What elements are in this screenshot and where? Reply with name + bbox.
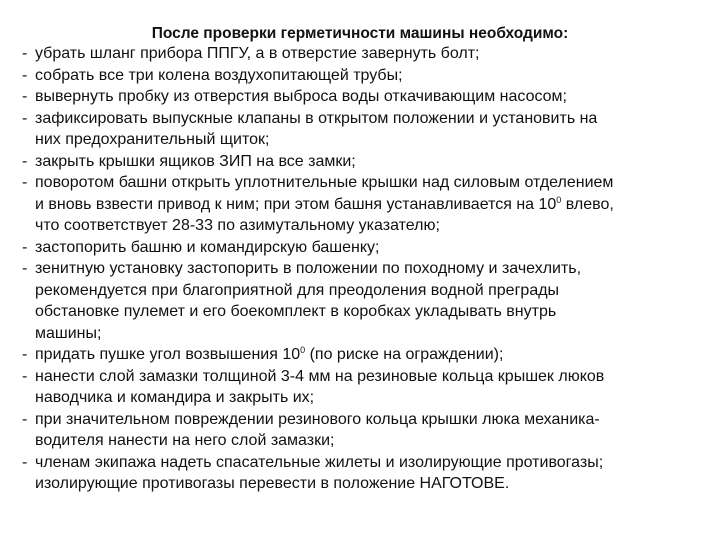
bullet-dash: -	[22, 109, 28, 127]
list-item-text: убрать шланг прибора ППГУ, а в отверстие завернуть болт;	[35, 45, 480, 62]
list-item-text: придать пушке угол возвышения 10	[35, 346, 301, 363]
list-item-line	[35, 323, 702, 345]
list-item-line	[35, 258, 702, 280]
list-item-text: обстановке пулемет и его боекомплект в коробках укладывать внутрь	[35, 303, 557, 320]
bullet-dash: -	[22, 152, 28, 170]
bullet-dash: -	[22, 88, 28, 105]
list-item-text: зафиксировать выпускные клапаны в открытом положении и установить на	[35, 109, 598, 127]
list-item-text: вывернуть пробку из отверстия выброса воды откачивающим насосом;	[35, 88, 567, 105]
list-item-line	[35, 387, 702, 409]
list-item-line	[35, 65, 702, 87]
list-item	[22, 65, 702, 87]
list-item-line	[35, 473, 702, 495]
list-item	[22, 452, 702, 495]
bullet-dash: -	[22, 260, 28, 277]
list-item-text: при значительном повреждении резинового кольца крышки люка механика-	[35, 410, 600, 428]
bullet-dash: -	[22, 453, 28, 471]
list-item-text: членам экипажа надеть спасательные жилеты и изолирующие противогазы;	[35, 453, 604, 471]
list-item-line	[35, 237, 702, 259]
list-item-text: и вновь взвести привод к ним; при этом башня устанавливается на 10	[35, 195, 557, 213]
list-item-line	[35, 194, 702, 216]
list-item	[22, 43, 702, 65]
list-item-text: водителя нанести на него слой замазки;	[35, 432, 335, 449]
list-item	[22, 172, 702, 237]
list-item-line	[35, 301, 702, 323]
list-item-line	[35, 86, 702, 108]
list-item-line	[35, 43, 702, 65]
list-item-text: зенитную установку застопорить в положении по походному и зачехлить,	[35, 260, 582, 277]
bullet-dash: -	[22, 45, 28, 62]
list-item-line	[35, 366, 702, 388]
list-item-line	[35, 344, 702, 366]
list-item-text: наводчика и командира и закрыть их;	[35, 389, 315, 406]
list-item-line	[35, 108, 702, 130]
list-item-text: рекомендуется при благоприятной для преодоления водной преграды	[35, 281, 560, 299]
slide-title: После проверки герметичности машины необходимо:	[151, 25, 569, 42]
bullet-dash: -	[22, 174, 28, 191]
list-item-text: машины;	[35, 324, 102, 342]
bullet-dash: -	[22, 66, 28, 84]
list-item	[22, 344, 702, 366]
degree-superscript: 0	[556, 194, 562, 205]
list-item-text: поворотом башни открыть уплотнительные крышки над силовым отделением	[35, 174, 614, 191]
list-item	[22, 86, 702, 108]
list-item-text: нанести слой замазки толщиной 3-4 мм на резиновые кольца крышек люков	[35, 367, 605, 385]
instruction-list	[22, 43, 702, 495]
bullet-dash: -	[22, 238, 28, 256]
list-item-text: них предохранительный щиток;	[35, 131, 270, 148]
list-item	[22, 237, 702, 259]
list-item-text: застопорить башню и командирскую башенку;	[35, 238, 380, 256]
list-item-line	[35, 430, 702, 452]
list-item-line	[35, 215, 702, 237]
list-item	[22, 409, 702, 452]
list-item-line	[35, 129, 702, 151]
list-item	[22, 151, 702, 173]
list-item-text: собрать все три колена воздухопитающей трубы;	[35, 66, 403, 84]
list-item-text: (по риске на ограждении);	[305, 346, 504, 363]
list-item-line	[35, 280, 702, 302]
list-item-text: закрыть крышки ящиков ЗИП на все замки;	[35, 152, 356, 170]
list-item-line	[35, 151, 702, 173]
list-item-line	[35, 172, 702, 194]
list-item	[22, 366, 702, 409]
list-item-line	[35, 452, 702, 474]
bullet-dash: -	[22, 410, 28, 428]
list-item-text: изолирующие противогазы перевести в положение НАГОТОВЕ.	[35, 475, 510, 492]
list-item-text: что соответствует 28-33 по азимутальному указателю;	[35, 217, 440, 234]
list-item-line	[35, 409, 702, 431]
list-item-text: влево,	[561, 195, 614, 213]
list-item	[22, 108, 702, 151]
degree-superscript: 0	[300, 345, 306, 355]
list-item	[22, 258, 702, 344]
bullet-dash: -	[22, 346, 28, 363]
bullet-dash: -	[22, 367, 28, 385]
